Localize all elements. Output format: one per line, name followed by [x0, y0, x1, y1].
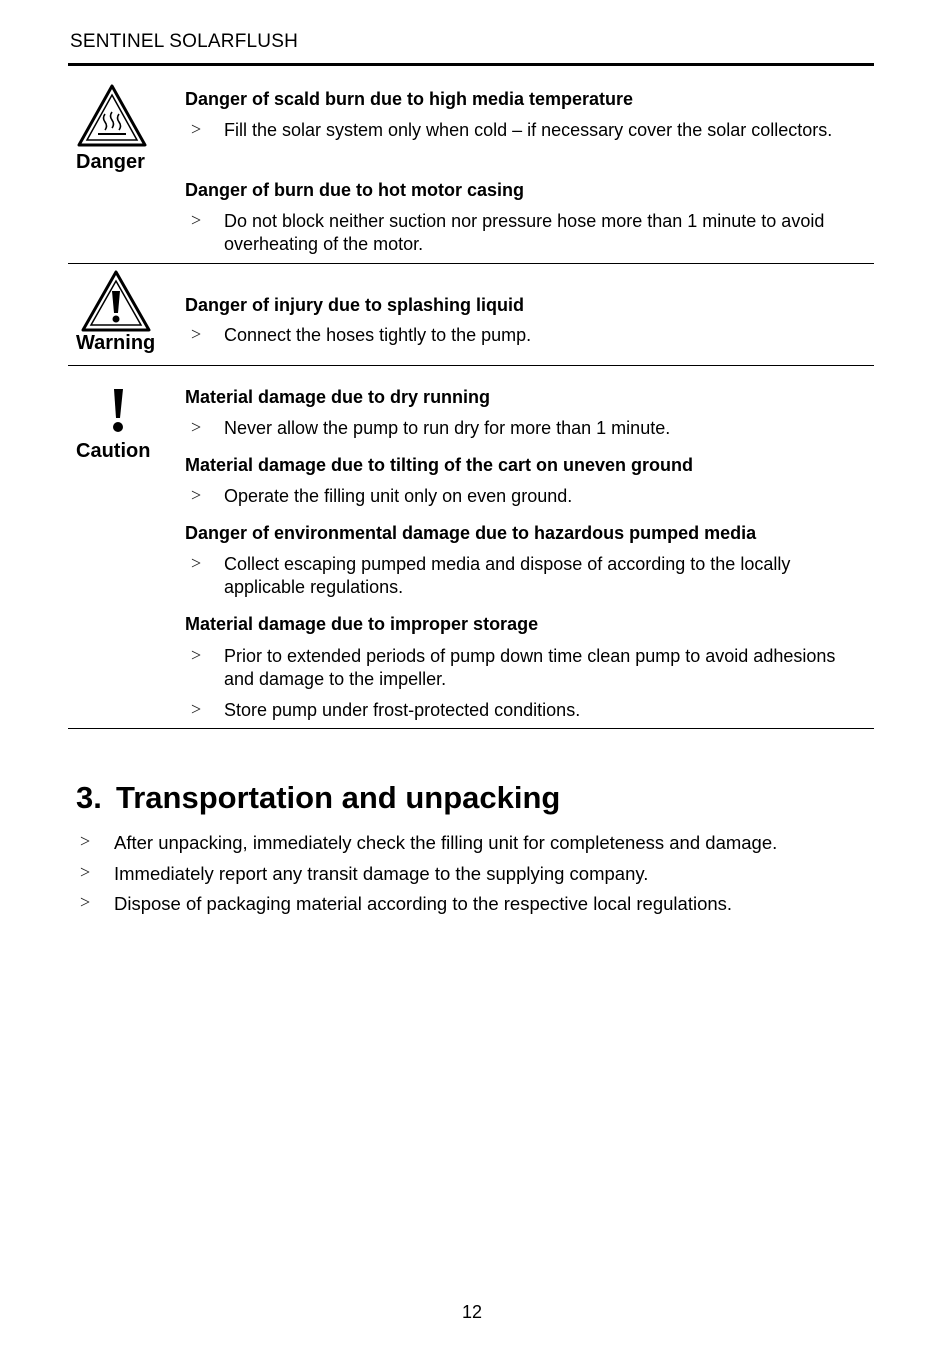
caution-heading-dry-running: Material damage due to dry running [185, 387, 491, 407]
caution-heading-tilting: Material damage due to tilting of the cart on uneven ground [185, 455, 694, 475]
caution-heading-environmental: Danger of environmental damage due to hazardous pumped media [185, 523, 757, 543]
bullet-marker: > [191, 485, 202, 505]
bullet-marker: > [80, 831, 91, 851]
bullet-marker: > [80, 862, 91, 882]
bullet-text: Connect the hoses tightly to the pump. [224, 325, 532, 345]
hot-surface-warning-icon [76, 83, 148, 149]
warning-heading-splashing: Danger of injury due to splashing liquid [185, 295, 525, 315]
bullet-marker: > [191, 210, 202, 230]
bullet-text: Store pump under frost-protected conditions. [224, 700, 581, 720]
danger-section [68, 67, 874, 264]
bullet-marker: > [191, 119, 202, 139]
page-number: 12 [461, 1302, 483, 1322]
bullet-text: Fill the solar system only when cold – if necessary cover the solar collectors. [224, 120, 833, 140]
bullet-text: Operate the filling unit only on even ground. [224, 486, 573, 506]
warning-label: Warning [76, 332, 156, 354]
bullet-marker: > [191, 324, 202, 344]
document-header: SENTINEL SOLARFLUSH [70, 31, 298, 52]
danger-label: Danger [76, 151, 145, 173]
chapter-title [76, 780, 560, 816]
chapter-heading: Transportation and unpacking [116, 780, 561, 815]
bullet-text: Collect escaping pumped media and dispose of according to the locally applicable regulations. [224, 554, 791, 597]
caution-section [68, 366, 874, 729]
exclamation-mark-icon [110, 388, 126, 434]
bullet-text: Never allow the pump to run dry for more than 1 minute. [224, 418, 671, 438]
caution-heading-storage: Material damage due to improper storage [185, 614, 539, 634]
warning-section [68, 264, 874, 366]
bullet-text: Prior to extended periods of pump down time clean pump to avoid adhesions and damage to the impeller. [224, 646, 836, 689]
exclamation-triangle-icon [80, 269, 152, 333]
bullet-marker: > [191, 645, 202, 665]
bullet-marker: > [191, 553, 202, 573]
danger-heading-scald: Danger of scald burn due to high media temperature [185, 89, 634, 109]
caution-label: Caution [76, 440, 151, 462]
bullet-text: Dispose of packaging material according to the respective local regulations. [114, 893, 733, 914]
chapter-number: 3. [76, 780, 102, 815]
danger-heading-hot-motor: Danger of burn due to hot motor casing [185, 180, 524, 200]
bullet-marker: > [191, 699, 202, 719]
bullet-text: Immediately report any transit damage to the supplying company. [114, 863, 649, 884]
bullet-text: Do not block neither suction nor pressure hose more than 1 minute to avoid overheating of the motor. [224, 211, 825, 254]
bullet-marker: > [191, 417, 202, 437]
bullet-text: After unpacking, immediately check the filling unit for completeness and damage. [114, 832, 778, 853]
bullet-marker: > [80, 892, 91, 912]
header-rule [68, 63, 874, 66]
